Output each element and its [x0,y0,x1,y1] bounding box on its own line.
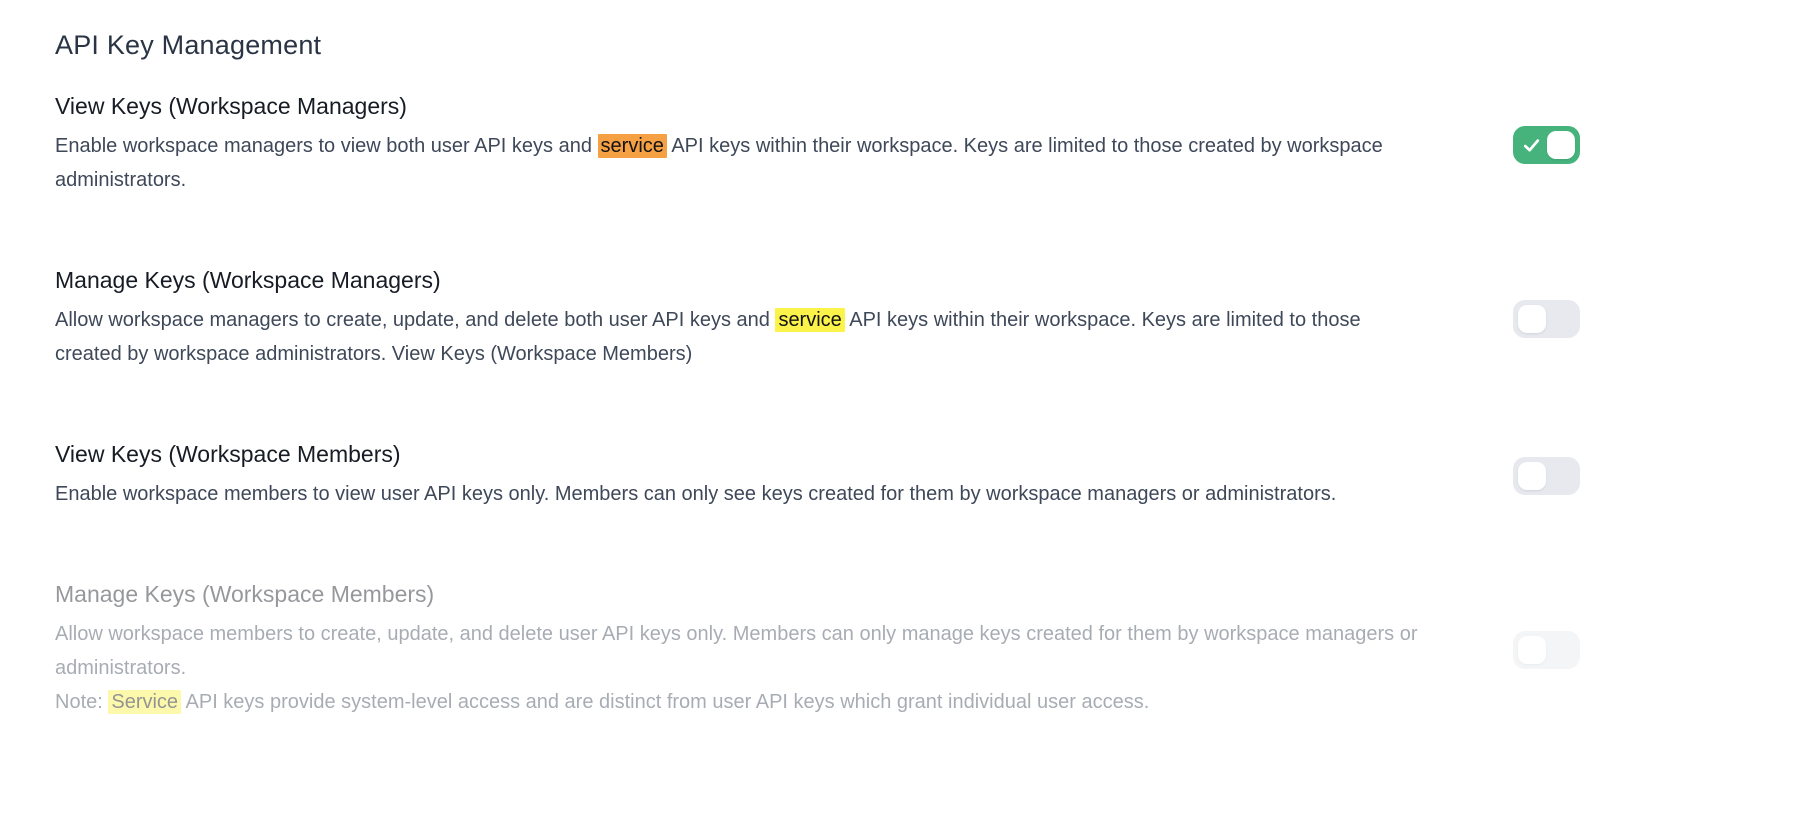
setting-description [55,617,1425,685]
setting-description [55,477,1425,511]
setting-title: View Keys (Workspace Members) [55,441,401,467]
description-text: API keys within their workspace. Keys are limited to those created by workspace administrators. [55,135,1383,191]
setting-description [55,303,1425,371]
toggle-manage-keys-workspace-managers[interactable] [1513,300,1580,338]
setting-title: Manage Keys (Workspace Members) [55,581,435,607]
setting-manage-keys-workspace-managers [55,267,1580,371]
setting-view-keys-workspace-managers [55,93,1580,197]
description-text: Allow workspace managers to create, update, and delete both user API keys and [55,309,776,331]
setting-manage-keys-workspace-members [55,581,1580,719]
toggle-view-keys-workspace-members[interactable] [1513,457,1580,495]
setting-title: Manage Keys (Workspace Managers) [55,267,441,293]
setting-text-block [55,93,1425,197]
description-text: API keys within their workspace. Keys are limited to those created by workspace administrators. View Keys (Workspace Members) [55,309,1361,365]
setting-view-keys-workspace-members [55,441,1580,511]
toggle-knob [1518,636,1546,664]
note-text: API keys provide system-level access and are distinct from user API keys which grant individual user access. [181,691,1150,713]
setting-description [55,129,1425,197]
setting-text-block [55,267,1425,371]
page-title: API Key Management [55,30,322,60]
description-text: Enable workspace members to view user API keys only. Members can only see keys created for them by workspace managers or administrators. [55,483,1337,505]
toggle-knob [1518,305,1546,333]
toggle-knob [1547,131,1575,159]
setting-note [55,685,1425,719]
setting-text-block [55,441,1425,511]
toggle-knob [1518,462,1546,490]
description-text: Enable workspace managers to view both user API keys and [55,135,598,157]
setting-title: View Keys (Workspace Managers) [55,93,407,119]
search-highlight-match: Service [108,690,181,714]
note-text: Note: [55,691,109,713]
description-text: Allow workspace members to create, update, and delete user API keys only. Members can only manage keys created for them by workspace managers or administrators. [55,623,1418,679]
search-highlight-match: service [775,308,844,332]
toggle-view-keys-workspace-managers[interactable] [1513,126,1580,164]
check-icon [1523,137,1540,154]
search-highlight-current: service [598,134,667,158]
toggle-manage-keys-workspace-members [1513,631,1580,669]
setting-text-block [55,581,1425,719]
